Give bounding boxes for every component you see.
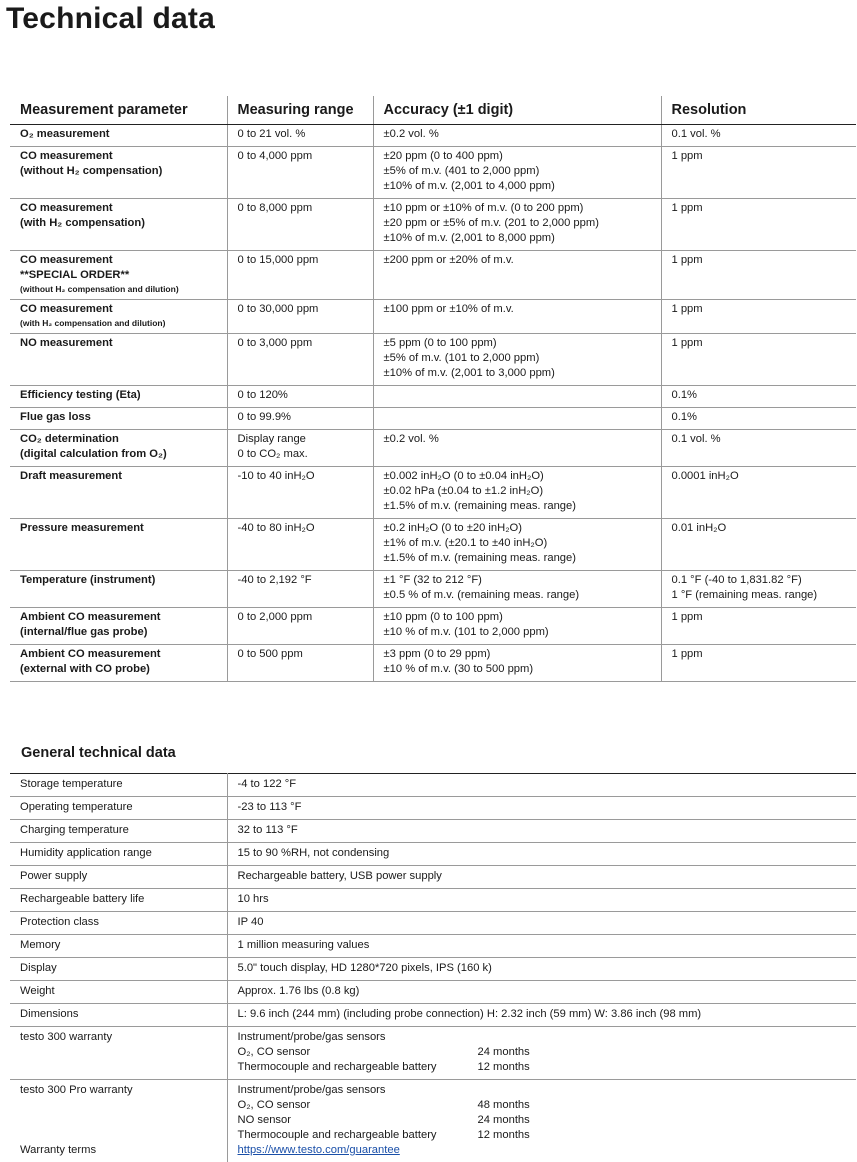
cell-line: Temperature (instrument) <box>20 573 217 588</box>
warranty-item-period: 12 months <box>478 1128 530 1143</box>
accuracy-cell <box>373 334 661 386</box>
cell-line: ±10 % of m.v. (30 to 500 ppm) <box>384 662 651 677</box>
parameter-cell <box>10 645 227 682</box>
warranty-item-period: 48 months <box>478 1098 530 1113</box>
cell-line: ±20 ppm or ±5% of m.v. (201 to 2,000 ppm) <box>384 216 651 231</box>
range-cell <box>227 147 373 199</box>
table-row <box>10 408 856 430</box>
cell-line: CO measurement <box>20 201 217 216</box>
general-label: Rechargeable battery life <box>10 889 227 912</box>
accuracy-cell <box>373 386 661 408</box>
cell-line: 1 ppm <box>672 647 847 662</box>
parameter-cell <box>10 386 227 408</box>
cell-line: 0.1% <box>672 410 847 425</box>
accuracy-cell <box>373 147 661 199</box>
accuracy-cell <box>373 571 661 608</box>
parameter-cell <box>10 571 227 608</box>
general-value: Rechargeable battery, USB power supply <box>227 866 856 889</box>
cell-line: ±10 % of m.v. (101 to 2,000 ppm) <box>384 625 651 640</box>
range-cell <box>227 645 373 682</box>
cell-line: Ambient CO measurement <box>20 647 217 662</box>
warranty-item-period: 12 months <box>478 1060 530 1075</box>
resolution-cell <box>661 334 856 386</box>
cell-line: ±10% of m.v. (2,001 to 8,000 ppm) <box>384 231 651 246</box>
warranty-item <box>238 1060 847 1075</box>
general-data-table <box>10 773 856 1162</box>
warranty-item <box>238 1128 847 1143</box>
general-row <box>10 866 856 889</box>
resolution-cell <box>661 519 856 571</box>
range-cell <box>227 334 373 386</box>
cell-line: 0 to 8,000 ppm <box>238 201 363 216</box>
table-row <box>10 608 856 645</box>
parameter-note: (with H₂ compensation and dilution) <box>20 317 217 329</box>
resolution-cell <box>661 467 856 519</box>
cell-line: 0 to 2,000 ppm <box>238 610 363 625</box>
general-value: 32 to 113 °F <box>227 820 856 843</box>
general-row <box>10 1004 856 1027</box>
parameter-cell <box>10 300 227 334</box>
warranty-item <box>238 1113 847 1128</box>
cell-line: ±0.02 hPa (±0.04 to ±1.2 inH₂O) <box>384 484 651 499</box>
cell-line: 0 to 4,000 ppm <box>238 149 363 164</box>
cell-line: 0 to 21 vol. % <box>238 127 363 142</box>
header-resolution: Resolution <box>661 96 856 125</box>
general-value: -23 to 113 °F <box>227 797 856 820</box>
cell-line: ±5 ppm (0 to 100 ppm) <box>384 336 651 351</box>
general-data-title: General technical data <box>21 745 176 761</box>
cell-line: Efficiency testing (Eta) <box>20 388 217 403</box>
range-cell <box>227 467 373 519</box>
accuracy-cell <box>373 300 661 334</box>
general-value: 1 million measuring values <box>227 935 856 958</box>
resolution-cell <box>661 571 856 608</box>
cell-line: 0 to 500 ppm <box>238 647 363 662</box>
pro-warranty-row <box>10 1080 856 1162</box>
cell-line: 1 ppm <box>672 610 847 625</box>
warranty-detail <box>227 1027 856 1080</box>
warranty-terms-link[interactable]: https://www.testo.com/guarantee <box>238 1143 847 1158</box>
cell-line: ±5% of m.v. (101 to 2,000 ppm) <box>384 351 651 366</box>
table-row <box>10 199 856 251</box>
cell-line: ±5% of m.v. (401 to 2,000 ppm) <box>384 164 651 179</box>
cell-line: ±0.5 % of m.v. (remaining meas. range) <box>384 588 651 603</box>
warranty-item-period: 24 months <box>478 1113 530 1128</box>
warranty-item <box>238 1045 847 1060</box>
general-row <box>10 981 856 1004</box>
cell-line: -10 to 40 inH₂O <box>238 469 363 484</box>
general-row <box>10 912 856 935</box>
resolution-cell <box>661 147 856 199</box>
general-row <box>10 774 856 797</box>
cell-line: Flue gas loss <box>20 410 217 425</box>
table-row <box>10 251 856 300</box>
parameter-cell <box>10 147 227 199</box>
warranty-item-name: NO sensor <box>238 1113 478 1128</box>
cell-line: (internal/flue gas probe) <box>20 625 217 640</box>
cell-line: 0.1 vol. % <box>672 432 847 447</box>
general-label <box>10 1080 227 1162</box>
accuracy-cell <box>373 251 661 300</box>
range-cell <box>227 300 373 334</box>
cell-line: -40 to 80 inH₂O <box>238 521 363 536</box>
warranty-item-period: 24 months <box>478 1045 530 1060</box>
cell-line: ±1 °F (32 to 212 °F) <box>384 573 651 588</box>
cell-line: CO measurement <box>20 302 217 317</box>
cell-line: 0.0001 inH₂O <box>672 469 847 484</box>
cell-line: (external with CO probe) <box>20 662 217 677</box>
accuracy-cell <box>373 608 661 645</box>
general-label: Weight <box>10 981 227 1004</box>
cell-line: CO₂ determination <box>20 432 217 447</box>
header-range: Measuring range <box>227 96 373 125</box>
general-value: L: 9.6 inch (244 mm) (including probe connection) H: 2.32 inch (59 mm) W: 3.86 inch (98 mm) <box>227 1004 856 1027</box>
general-row <box>10 843 856 866</box>
cell-line: -40 to 2,192 °F <box>238 573 363 588</box>
general-row <box>10 935 856 958</box>
general-label: Dimensions <box>10 1004 227 1027</box>
resolution-cell <box>661 199 856 251</box>
cell-line: Display range <box>238 432 363 447</box>
general-label: Protection class <box>10 912 227 935</box>
accuracy-cell <box>373 199 661 251</box>
general-label: Operating temperature <box>10 797 227 820</box>
resolution-cell <box>661 386 856 408</box>
general-label: Charging temperature <box>10 820 227 843</box>
resolution-cell <box>661 608 856 645</box>
header-row <box>10 96 856 125</box>
parameter-cell <box>10 467 227 519</box>
parameter-cell <box>10 125 227 147</box>
cell-line: 0 to CO₂ max. <box>238 447 363 462</box>
cell-line: ±0.2 vol. % <box>384 127 651 142</box>
parameter-cell <box>10 608 227 645</box>
warranty-terms-label: Warranty terms <box>20 1143 217 1158</box>
accuracy-cell <box>373 467 661 519</box>
page-title: Technical data <box>6 2 215 36</box>
parameter-cell <box>10 251 227 300</box>
warranty-item-name: O₂, CO sensor <box>238 1045 478 1060</box>
cell-line: ±1.5% of m.v. (remaining meas. range) <box>384 499 651 514</box>
accuracy-cell <box>373 408 661 430</box>
cell-line: 1 ppm <box>672 336 847 351</box>
cell-line: 1 ppm <box>672 201 847 216</box>
general-value: Approx. 1.76 lbs (0.8 kg) <box>227 981 856 1004</box>
table-row <box>10 430 856 467</box>
cell-line: Pressure measurement <box>20 521 217 536</box>
cell-line: ±1% of m.v. (±20.1 to ±40 inH₂O) <box>384 536 651 551</box>
cell-line: ±0.2 vol. % <box>384 432 651 447</box>
cell-line: (without H₂ compensation) <box>20 164 217 179</box>
table-row <box>10 300 856 334</box>
range-cell <box>227 519 373 571</box>
range-cell <box>227 408 373 430</box>
cell-line: 0 to 15,000 ppm <box>238 253 363 268</box>
general-row <box>10 889 856 912</box>
table-row <box>10 519 856 571</box>
pro-warranty-label: testo 300 Pro warranty <box>20 1083 217 1098</box>
resolution-cell <box>661 300 856 334</box>
cell-line: O₂ measurement <box>20 127 217 142</box>
cell-line: 0.1 vol. % <box>672 127 847 142</box>
warranty-heading: Instrument/probe/gas sensors <box>238 1030 847 1045</box>
range-cell <box>227 125 373 147</box>
cell-line: ±10 ppm (0 to 100 ppm) <box>384 610 651 625</box>
table-row <box>10 125 856 147</box>
parameter-cell <box>10 430 227 467</box>
general-value: 5.0" touch display, HD 1280*720 pixels, IPS (160 k) <box>227 958 856 981</box>
resolution-cell <box>661 125 856 147</box>
cell-line: 1 ppm <box>672 253 847 268</box>
range-cell <box>227 608 373 645</box>
warranty-item-name: Thermocouple and rechargeable battery <box>238 1060 478 1075</box>
accuracy-cell <box>373 645 661 682</box>
header-accuracy: Accuracy (±1 digit) <box>373 96 661 125</box>
accuracy-cell <box>373 519 661 571</box>
warranty-item-name: Thermocouple and rechargeable battery <box>238 1128 478 1143</box>
pro-warranty-detail <box>227 1080 856 1162</box>
warranty-item-name: O₂, CO sensor <box>238 1098 478 1113</box>
resolution-cell <box>661 251 856 300</box>
cell-line: 0 to 99.9% <box>238 410 363 425</box>
general-value: -4 to 122 °F <box>227 774 856 797</box>
parameter-cell <box>10 408 227 430</box>
range-cell <box>227 430 373 467</box>
cell-line: 1 ppm <box>672 149 847 164</box>
cell-line: ±10% of m.v. (2,001 to 3,000 ppm) <box>384 366 651 381</box>
cell-line: ±100 ppm or ±10% of m.v. <box>384 302 651 317</box>
cell-line: ±10 ppm or ±10% of m.v. (0 to 200 ppm) <box>384 201 651 216</box>
parameter-cell <box>10 334 227 386</box>
warranty-heading: Instrument/probe/gas sensors <box>238 1083 847 1098</box>
cell-line: (digital calculation from O₂) <box>20 447 217 462</box>
cell-line: ±0.002 inH₂O (0 to ±0.04 inH₂O) <box>384 469 651 484</box>
cell-line: ±10% of m.v. (2,001 to 4,000 ppm) <box>384 179 651 194</box>
cell-line: 0.01 inH₂O <box>672 521 847 536</box>
cell-line: ±0.2 inH₂O (0 to ±20 inH₂O) <box>384 521 651 536</box>
general-row <box>10 958 856 981</box>
cell-line: **SPECIAL ORDER** <box>20 268 217 283</box>
cell-line: 0 to 120% <box>238 388 363 403</box>
cell-line: ±20 ppm (0 to 400 ppm) <box>384 149 651 164</box>
cell-line: 0 to 30,000 ppm <box>238 302 363 317</box>
cell-line: ±200 ppm or ±20% of m.v. <box>384 253 651 268</box>
header-parameter: Measurement parameter <box>10 96 227 125</box>
table-row <box>10 467 856 519</box>
accuracy-cell <box>373 430 661 467</box>
general-label: testo 300 warranty <box>10 1027 227 1080</box>
general-label: Storage temperature <box>10 774 227 797</box>
table-row <box>10 334 856 386</box>
general-label: Humidity application range <box>10 843 227 866</box>
resolution-cell <box>661 645 856 682</box>
warranty-item <box>238 1098 847 1113</box>
parameter-cell <box>10 199 227 251</box>
cell-line: 0.1% <box>672 388 847 403</box>
general-row <box>10 797 856 820</box>
table-row <box>10 645 856 682</box>
cell-line: NO measurement <box>20 336 217 351</box>
range-cell <box>227 386 373 408</box>
range-cell <box>227 251 373 300</box>
cell-line: CO measurement <box>20 253 217 268</box>
cell-line: (with H₂ compensation) <box>20 216 217 231</box>
cell-line: Ambient CO measurement <box>20 610 217 625</box>
cell-line: 1 °F (remaining meas. range) <box>672 588 847 603</box>
table-row <box>10 147 856 199</box>
measurement-table <box>10 96 856 682</box>
parameter-cell <box>10 519 227 571</box>
cell-line: 1 ppm <box>672 302 847 317</box>
general-value: 15 to 90 %RH, not condensing <box>227 843 856 866</box>
general-label: Display <box>10 958 227 981</box>
cell-line: CO measurement <box>20 149 217 164</box>
table-row <box>10 386 856 408</box>
cell-line: ±1.5% of m.v. (remaining meas. range) <box>384 551 651 566</box>
general-row <box>10 820 856 843</box>
general-value: 10 hrs <box>227 889 856 912</box>
cell-line: ±3 ppm (0 to 29 ppm) <box>384 647 651 662</box>
cell-line: 0 to 3,000 ppm <box>238 336 363 351</box>
range-cell <box>227 571 373 608</box>
resolution-cell <box>661 408 856 430</box>
cell-line: Draft measurement <box>20 469 217 484</box>
accuracy-cell <box>373 125 661 147</box>
resolution-cell <box>661 430 856 467</box>
general-value: IP 40 <box>227 912 856 935</box>
cell-line: 0.1 °F (-40 to 1,831.82 °F) <box>672 573 847 588</box>
general-label: Memory <box>10 935 227 958</box>
range-cell <box>227 199 373 251</box>
warranty-row <box>10 1027 856 1080</box>
parameter-note: (without H₂ compensation and dilution) <box>20 283 217 295</box>
general-label: Power supply <box>10 866 227 889</box>
table-row <box>10 571 856 608</box>
